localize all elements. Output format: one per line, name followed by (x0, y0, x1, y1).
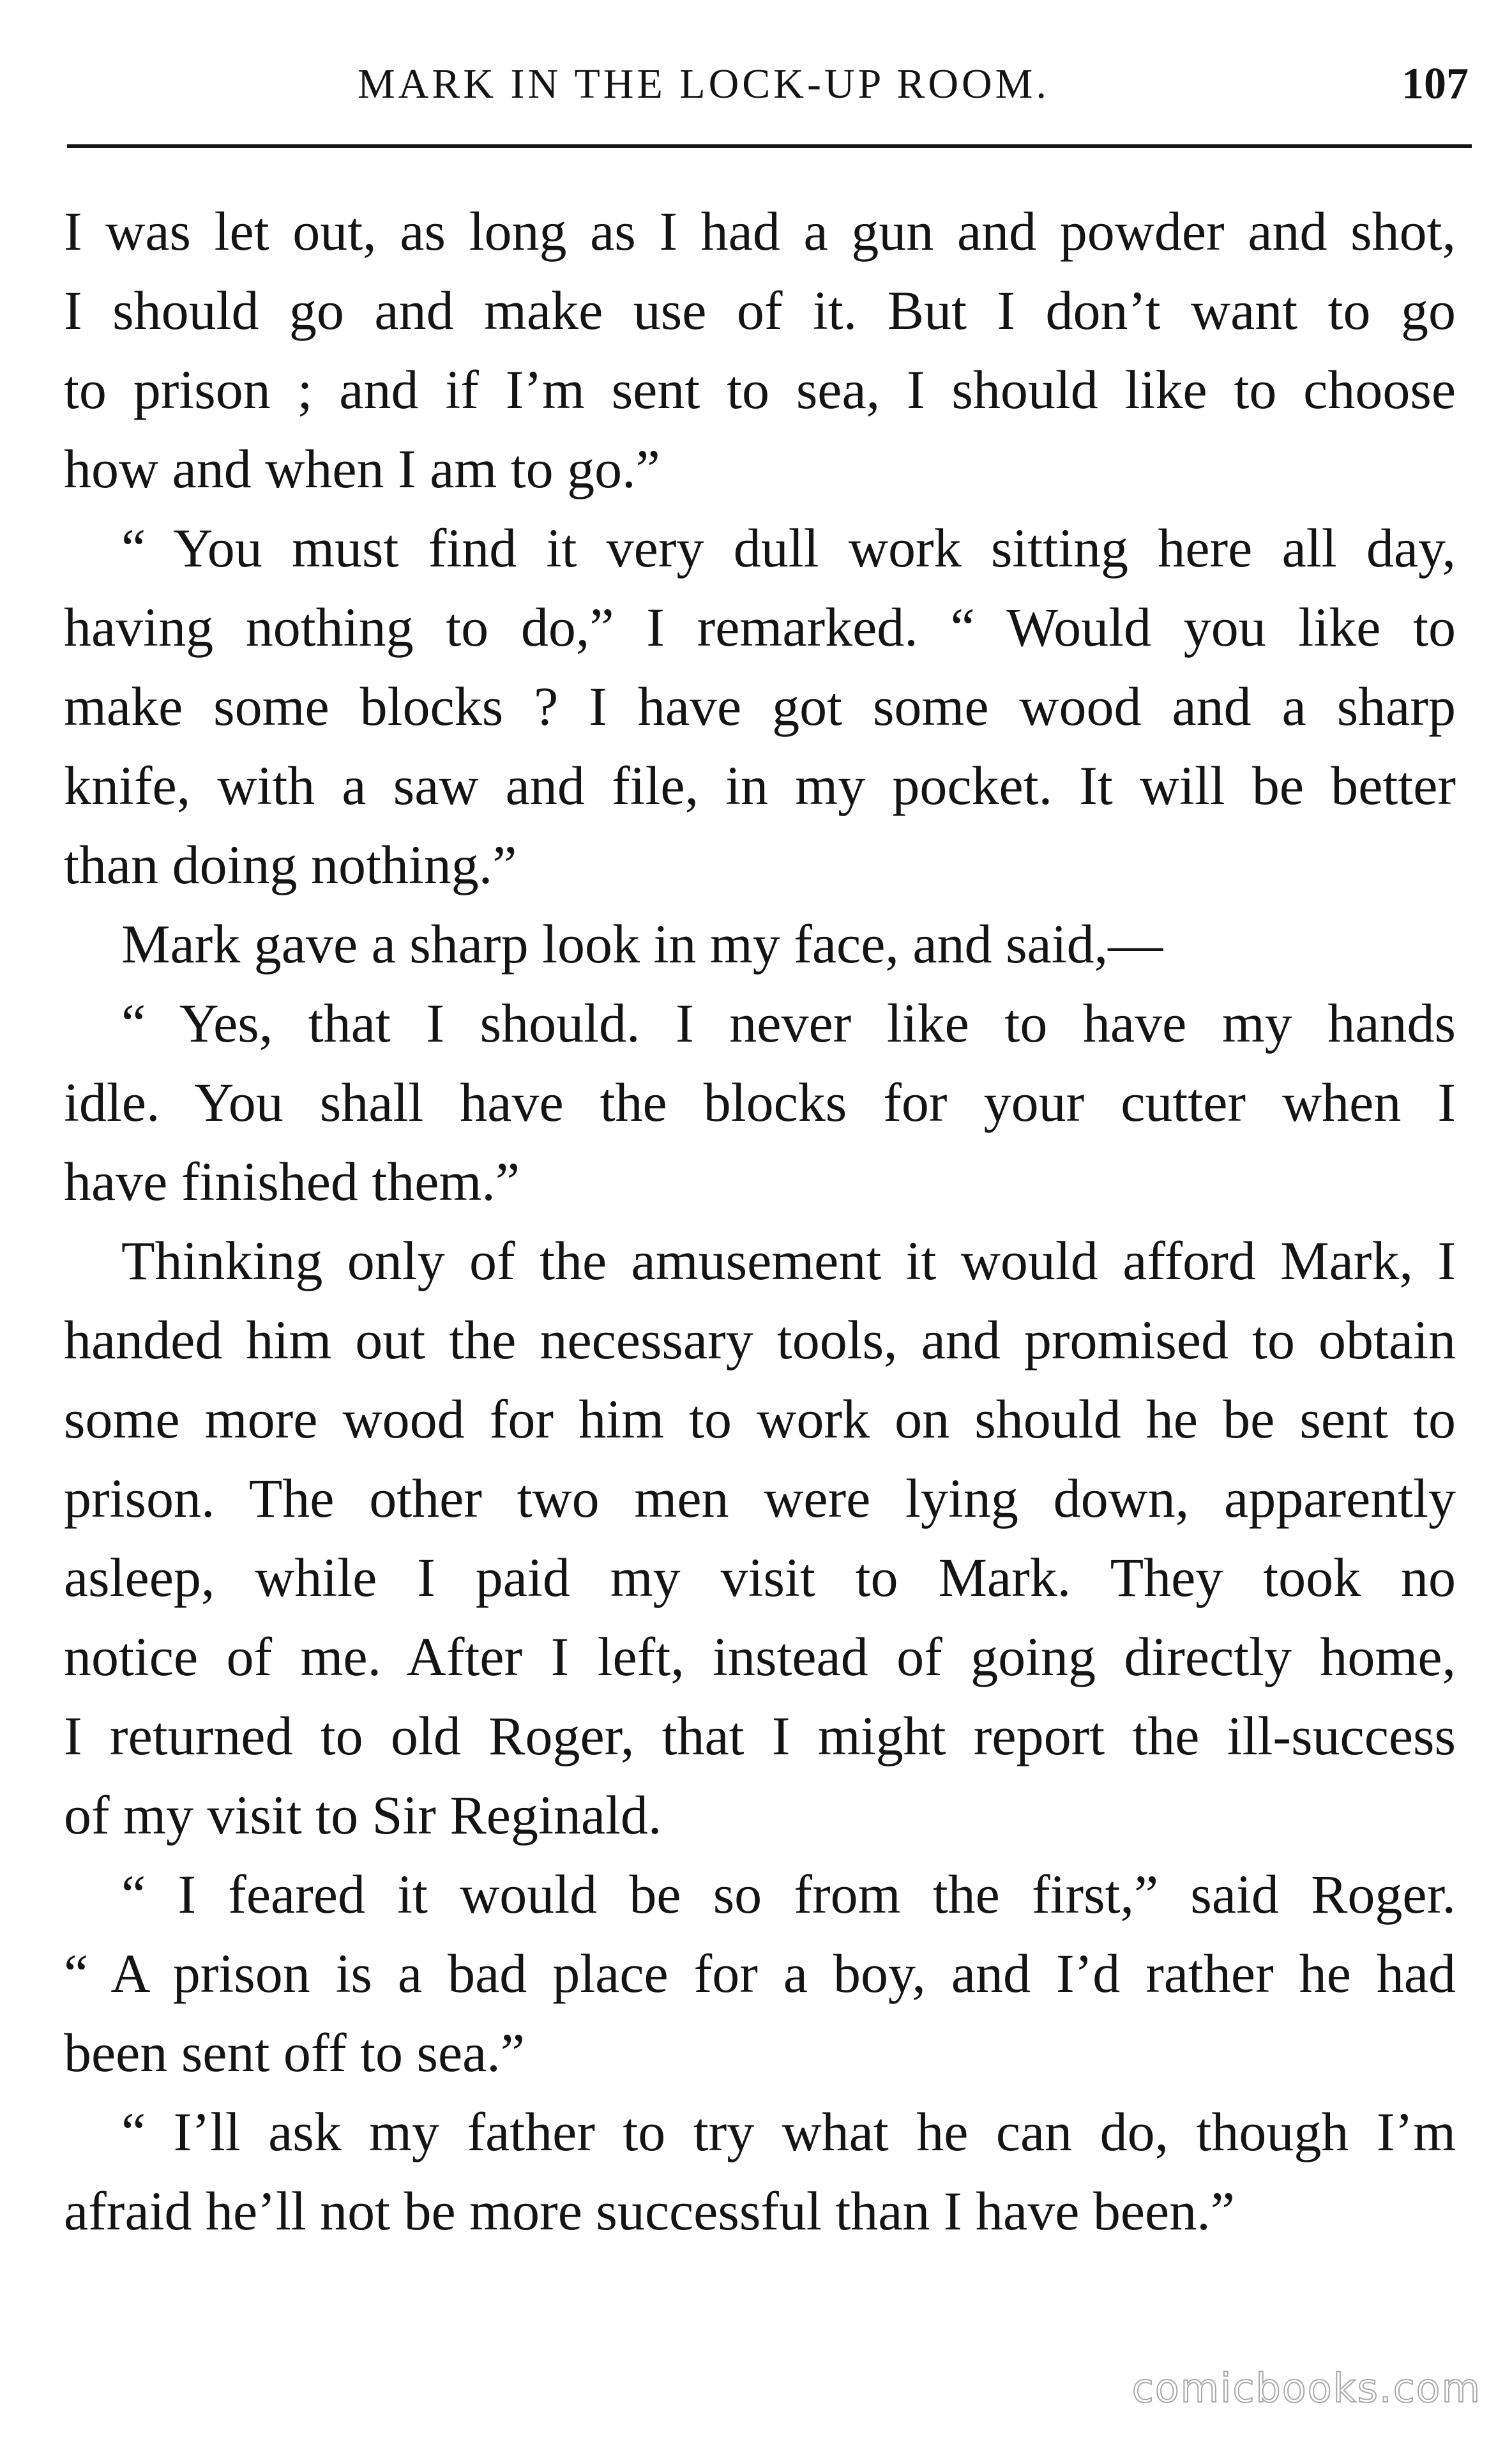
running-title: MARK IN THE LOCK-UP ROOM. (358, 61, 1050, 107)
text-line: “ You must find it very dull work sitting here all day, (121, 517, 1456, 579)
text-line: how and when I am to go.” (64, 438, 660, 499)
page-header (64, 59, 1469, 110)
text-line: having nothing to do,” I remarked. “ Would you like to (64, 596, 1456, 658)
text-line: I should go and make use of it. But I don’t want to go (64, 280, 1456, 341)
text-line: “ I feared it would be so from the first,” said Roger. (121, 1864, 1456, 1925)
text-line: “ I’ll ask my father to try what he can do, though I’m (121, 2101, 1456, 2162)
text-line: notice of me. After I left, instead of going directly home, (64, 1626, 1456, 1687)
text-line: Thinking only of the amusement it would afford Mark, I (121, 1230, 1456, 1291)
text-line: knife, with a saw and file, in my pocket. It will be better (64, 755, 1456, 816)
text-line: to prison ; and if I’m sent to sea, I should like to choose (64, 359, 1456, 420)
header-rule (67, 144, 1472, 148)
page-number: 107 (1402, 59, 1469, 109)
text-line: afraid he’ll not be more successful than I have been.” (64, 2180, 1235, 2242)
text-line: asleep, while I paid my visit to Mark. They took no (64, 1547, 1456, 1608)
body-text (64, 192, 1456, 2251)
text-line: Mark gave a sharp look in my face, and said,— (121, 913, 1163, 975)
text-line: “ A prison is a bad place for a boy, and I’d rather he had (64, 1943, 1456, 2004)
text-line: make some blocks ? I have got some wood and a sharp (64, 676, 1456, 737)
text-line: some more wood for him to work on should he be sent to (64, 1388, 1456, 1450)
text-line: I was let out, as long as I had a gun and powder and shot, (64, 201, 1456, 262)
text-line: of my visit to Sir Reginald. (64, 1784, 662, 1846)
text-line: I returned to old Roger, that I might report the ill-success (64, 1705, 1456, 1766)
text-line: prison. The other two men were lying down, apparently (64, 1468, 1456, 1529)
text-line: have finished them.” (64, 1151, 520, 1212)
watermark: comicbooks.com (1131, 2365, 1481, 2411)
text-line: “ Yes, that I should. I never like to have my hands (121, 992, 1456, 1054)
text-line: than doing nothing.” (64, 834, 517, 895)
text-line: been sent off to sea.” (64, 2022, 525, 2083)
text-line: handed him out the necessary tools, and promised to obtain (64, 1309, 1456, 1370)
text-line: idle. You shall have the blocks for your cutter when I (64, 1072, 1456, 1133)
